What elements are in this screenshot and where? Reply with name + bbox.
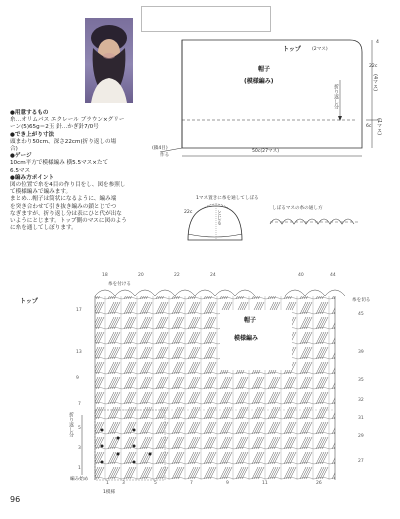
chart-col-num: 24 — [210, 273, 216, 278]
points-line: を突き合わせて引き抜き編みの鎖とじでつ — [10, 203, 117, 210]
chart-stitch-area — [95, 296, 335, 480]
schematic-hat-title: 帽子 — [258, 66, 271, 73]
materials-yarn: 糸…オリムパス エクレール ブラウン×グリー — [10, 117, 125, 124]
chart-fold-label: 折り返し分 — [68, 412, 74, 437]
materials-yarn-2: ーン(5)65g＝2玉 針…かぎ針7/0号 — [10, 124, 99, 131]
schematic-fold-label: 折り返し分 — [333, 84, 339, 109]
chart-row-num-right: 31 — [358, 416, 364, 421]
chart-start-label: 編み始め — [70, 477, 89, 482]
hat-crown — [188, 206, 242, 240]
points-line: て模様編みで編みます。 — [10, 189, 72, 196]
gauge-value-2: 6.5マス — [10, 167, 31, 174]
schematic-height-count: (4マス) — [372, 74, 378, 92]
hat-drawing-size: 22c — [184, 210, 193, 215]
title-box — [141, 6, 271, 32]
schematic-top-label: トップ — [283, 46, 301, 53]
points-line: 図の位置で糸を4目の作り目をし、図を参照し — [10, 182, 126, 189]
chart-row-num-left: 9 — [76, 376, 79, 381]
chart-top-scallops — [95, 290, 255, 296]
schematic-start-label-2: 作る — [160, 153, 170, 158]
model-photo — [85, 18, 133, 103]
chart-col-num-bottom: 9 — [226, 481, 229, 486]
size-value: 頭まわり50cm、深さ22cm(折り返しの場 — [10, 138, 117, 145]
chart-row-num-right: 35 — [358, 378, 364, 383]
specs-column — [10, 110, 150, 232]
schematic-start-label: (鎖4目) — [152, 146, 168, 151]
size-value-2: 合) — [10, 146, 18, 153]
hat-drawing-fold: とじる — [216, 210, 222, 225]
points-line: いようにとじます。トップ側のマスに図のよう — [10, 218, 127, 225]
crochet-chart — [10, 270, 370, 500]
chart-row-num-left: 3 — [78, 446, 81, 451]
chart-top-label: トップ — [20, 298, 38, 305]
chart-col-num-bottom: 7 — [190, 481, 193, 486]
chart-col-num-bottom: 26 — [316, 481, 322, 486]
chart-row-num-right: 39 — [358, 350, 364, 355]
schematic-fold-height: 6c — [366, 124, 372, 129]
hat-drawing — [180, 200, 250, 250]
hat-brim-line — [188, 234, 242, 237]
chart-row-num-left: 7 — [78, 402, 81, 407]
chart-col-num-bottom: 5 — [154, 481, 157, 486]
hat-schematic — [140, 30, 395, 165]
points-line: なぎますが、折り返し分は表にひと代が出な — [10, 210, 122, 217]
chart-subtitle: 模様編み — [234, 335, 259, 342]
chart-row-num-right: 27 — [358, 459, 364, 464]
chart-row-num-right: 45 — [358, 312, 364, 317]
points-heading: ●編み方ポイント — [10, 174, 55, 181]
chart-col-num: 40 — [298, 273, 304, 278]
schematic-bottom-dim: 50c(27マス) — [252, 149, 279, 154]
chart-col-num-bottom: 1 — [106, 481, 109, 486]
schematic-hat-subtitle: (模様編み) — [244, 78, 274, 85]
chart-row-num-right: 32 — [358, 398, 364, 403]
schematic-fold-count: (1マス) — [376, 118, 382, 136]
chart-col-num: 44 — [330, 273, 336, 278]
chart-col-num-bottom: 11 — [262, 481, 268, 486]
shibori-drawing — [268, 212, 363, 232]
chart-col-num: 20 — [138, 273, 144, 278]
size-heading: ●でき上がり寸法 — [10, 131, 55, 138]
chart-top-scallops-right — [285, 290, 345, 296]
chart-row-num-left: 17 — [76, 308, 82, 313]
chart-title: 帽子 — [244, 317, 257, 324]
gauge-heading: ●ゲージ — [10, 153, 32, 160]
chart-col-num: 22 — [174, 273, 180, 278]
schematic-top-count: (2マス) — [312, 47, 328, 52]
page-number: 96 — [10, 495, 21, 504]
chart-row-num-left: 1 — [78, 466, 81, 471]
chart-row-num-right: 29 — [358, 434, 364, 439]
schematic-height-label: 22c — [369, 64, 378, 69]
chart-row-num-left: 5 — [78, 426, 81, 431]
chart-repeat-label: 1模様 — [103, 490, 116, 495]
chart-join-label: 糸を付ける — [108, 282, 131, 287]
shibori-caption: しぼるマスの糸の通し方 — [272, 206, 323, 211]
gauge-value: 10cm平方で模様編み 横5.5マス×たて — [10, 160, 109, 167]
chart-col-num: 18 — [102, 273, 108, 278]
points-line: まとめ…帽子は筒状になるように、編み端 — [10, 196, 117, 203]
model-illustration — [85, 18, 133, 103]
hat-drawing-caption: 1マス置きに糸を通してしぼる — [196, 196, 259, 201]
chart-col-num-bottom: 3 — [122, 481, 125, 486]
shibori-loops — [270, 219, 354, 224]
chart-cut-label: 糸を切る — [352, 298, 371, 303]
materials-heading: ●用意するもの — [10, 110, 49, 116]
schematic-four: 4 — [376, 40, 379, 45]
chart-row-num-left: 13 — [76, 350, 82, 355]
points-line: に糸を通してしぼります。 — [10, 225, 77, 232]
